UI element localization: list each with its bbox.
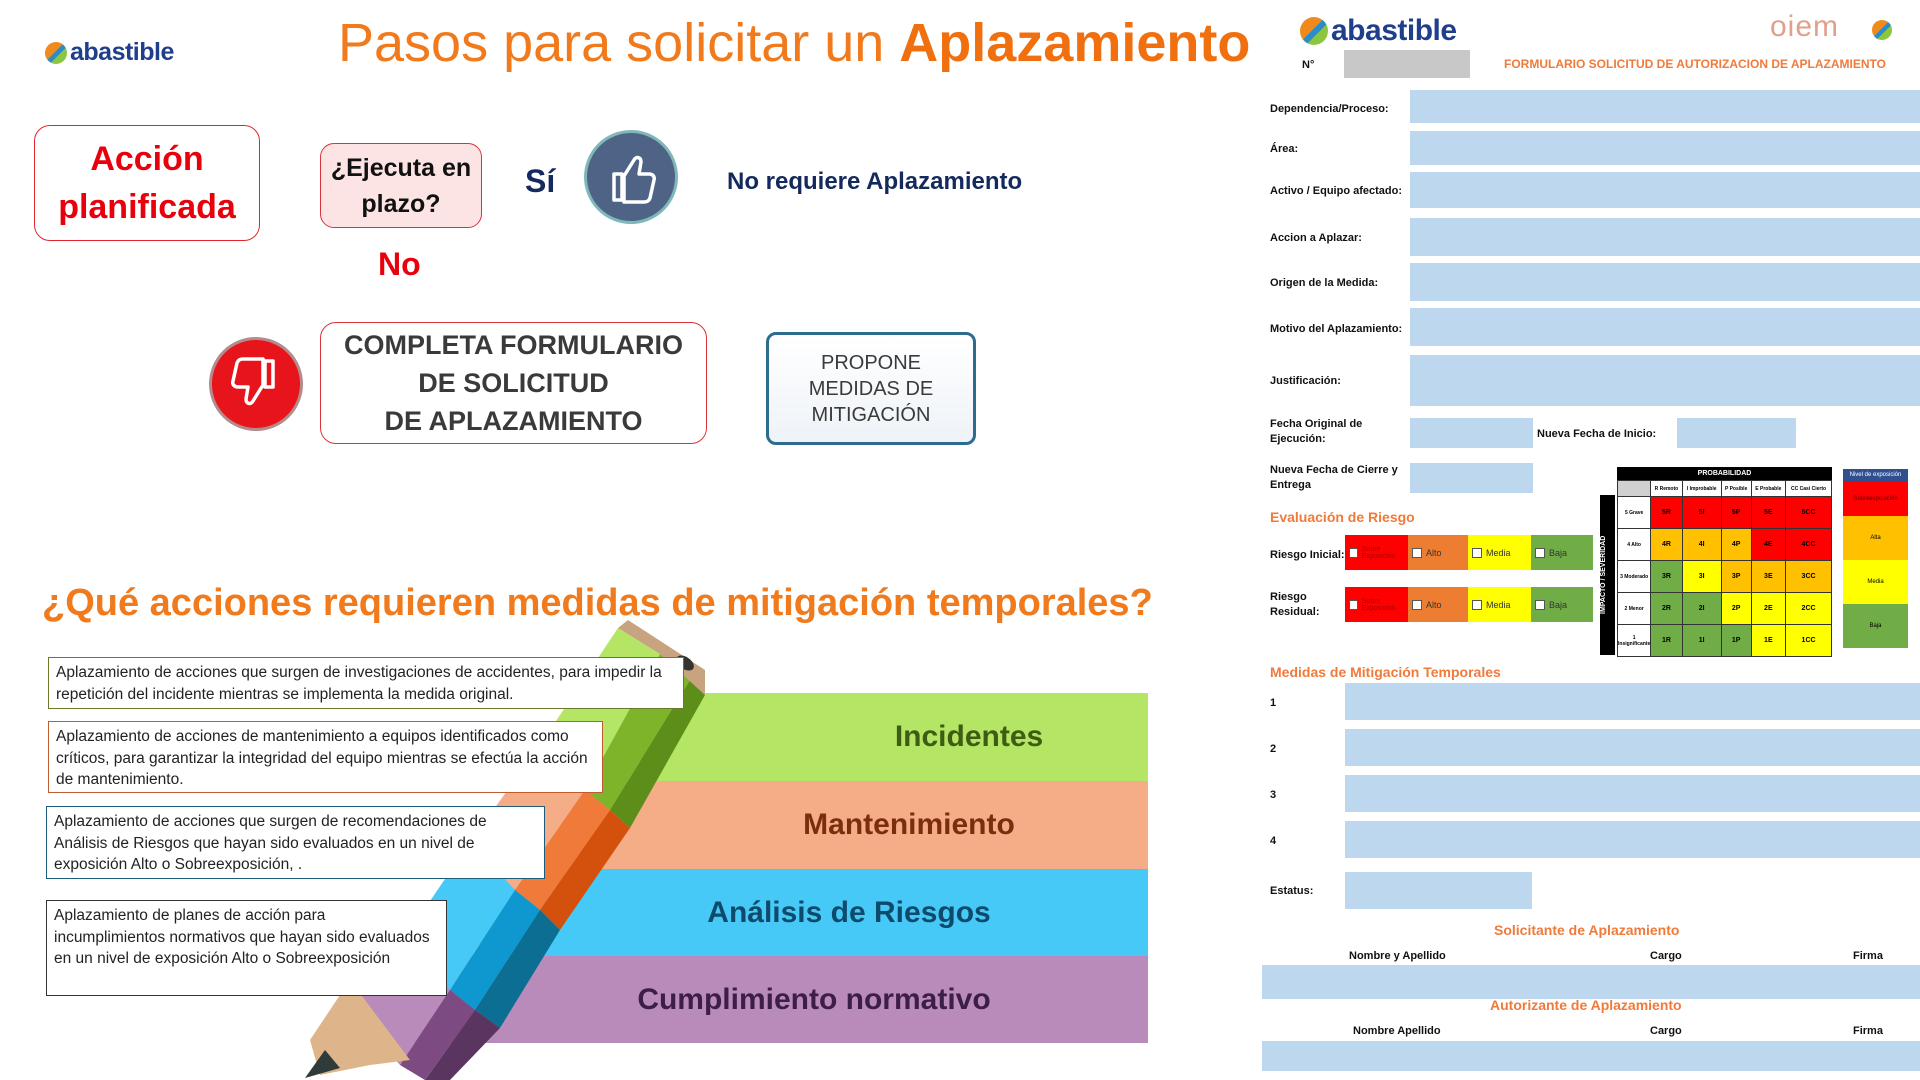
- solicitante-nombre-header: Nombre y Apellido: [1349, 950, 1446, 962]
- activo-label: Activo / Equipo afectado:: [1270, 185, 1403, 197]
- checkbox[interactable]: [1535, 548, 1545, 558]
- ejecuta-en-plazo-box: ¿Ejecuta en plazo?: [320, 143, 482, 228]
- checkbox[interactable]: [1472, 548, 1482, 558]
- band-cumplimiento-normativo: Cumplimiento normativo: [410, 956, 1148, 1043]
- area-field[interactable]: [1410, 131, 1920, 165]
- checkbox[interactable]: [1535, 600, 1545, 610]
- page-title: Pasos para solicitar un Aplazamiento: [338, 13, 1251, 73]
- checkbox[interactable]: [1349, 600, 1358, 610]
- band-mantenimiento: Mantenimiento: [560, 781, 1148, 869]
- no-label: No: [378, 246, 421, 282]
- oiem-logo: oiem: [1770, 10, 1840, 43]
- form-abastible-logo: abastible: [1300, 14, 1457, 48]
- checkbox[interactable]: [1349, 548, 1358, 558]
- riesgo-inicial-baja[interactable]: Baja: [1531, 535, 1593, 570]
- form-title: FORMULARIO SOLICITUD DE AUTORIZACION DE APLAZAMIENTO: [1504, 57, 1886, 71]
- activo-field[interactable]: [1410, 172, 1920, 208]
- checkbox[interactable]: [1472, 600, 1482, 610]
- riesgo-residual-options: [1345, 587, 1593, 622]
- nueva-fecha-inicio-field[interactable]: [1677, 418, 1796, 448]
- fecha-original-label: Fecha Original de Ejecución:: [1270, 418, 1363, 445]
- description-cumplimiento: Aplazamiento de planes de acción para incumplimientos normativos que hayan sido evaluados en un nivel de exposición Alto o Sobreexposición: [46, 900, 447, 996]
- medida-4-field[interactable]: [1345, 821, 1920, 858]
- riesgo-residual-media[interactable]: Media: [1468, 587, 1531, 622]
- checkbox[interactable]: [1412, 548, 1422, 558]
- medida-2-field[interactable]: [1345, 729, 1920, 766]
- fecha-original-field[interactable]: [1410, 418, 1533, 448]
- dependencia-field[interactable]: [1410, 90, 1920, 123]
- medida-3-field[interactable]: [1345, 775, 1920, 812]
- dependencia-label: Dependencia/Proceso:: [1270, 103, 1389, 115]
- matrix-header: PROBABILIDAD: [1617, 467, 1832, 480]
- justificacion-label: Justificación:: [1270, 375, 1341, 387]
- accion-aplazar-label: Accion a Aplazar:: [1270, 232, 1362, 244]
- autorizante-firma-header: Firma: [1853, 1025, 1883, 1037]
- number-label: N°: [1302, 59, 1315, 71]
- abastible-logo-icon: [1300, 17, 1328, 45]
- si-label: Sí: [525, 163, 556, 199]
- abastible-logo: abastible: [45, 38, 174, 67]
- medida-4-label: 4: [1270, 835, 1277, 847]
- medida-1-field[interactable]: [1345, 683, 1920, 720]
- estatus-field[interactable]: [1345, 872, 1532, 909]
- autorizante-cargo-header: Cargo: [1650, 1025, 1682, 1037]
- autorizante-title: Autorizante de Aplazamiento: [1490, 997, 1682, 1013]
- no-requiere-aplazamiento-label: No requiere Aplazamiento: [727, 168, 1023, 195]
- nueva-fecha-cierre-field[interactable]: [1410, 463, 1533, 493]
- description-mantenimiento: Aplazamiento de acciones de mantenimiento a equipos identificados como críticos, para garantizar la integridad del equipo mientras se efectúa la acción de mantenimiento.: [48, 721, 603, 793]
- solicitante-cargo-header: Cargo: [1650, 950, 1682, 962]
- origen-medida-field[interactable]: [1410, 263, 1920, 301]
- riesgo-inicial-media[interactable]: Media: [1468, 535, 1531, 570]
- thumbs-down-icon: [209, 337, 303, 431]
- motivo-label: Motivo del Aplazamiento:: [1270, 323, 1403, 335]
- band-incidentes: Incidentes: [640, 693, 1148, 781]
- riesgo-inicial-alto[interactable]: Alto: [1408, 535, 1468, 570]
- section-title: ¿Qué acciones requieren medidas de mitigación temporales?: [42, 582, 1153, 624]
- riesgo-residual-label: Riesgo Residual:: [1270, 591, 1320, 618]
- riesgo-inicial-sobreexposicion[interactable]: Sobre Exposición: [1345, 535, 1408, 570]
- exposure-legend: Nivel de exposición Sobreexposición Alta Media Baja: [1843, 469, 1908, 648]
- accion-planificada-box: Acción planificada: [34, 125, 260, 241]
- medida-1-label: 1: [1270, 697, 1277, 709]
- medidas-title: Medidas de Mitigación Temporales: [1270, 664, 1501, 680]
- solicitante-firma-header: Firma: [1853, 950, 1883, 962]
- riesgo-residual-sobreexposicion[interactable]: Sobre Exposición: [1345, 587, 1408, 622]
- evaluacion-riesgo-title: Evaluación de Riesgo: [1270, 509, 1415, 525]
- solicitante-title: Solicitante de Aplazamiento: [1494, 922, 1680, 938]
- oiem-mark-icon: [1872, 20, 1892, 40]
- motivo-field[interactable]: [1410, 308, 1920, 346]
- completa-formulario-box: COMPLETA FORMULARIO DE SOLICITUD DE APLAZAMIENTO: [320, 322, 707, 444]
- riesgo-inicial-label: Riesgo Inicial:: [1270, 549, 1345, 561]
- risk-matrix: R Remoto I Improbable P Posible E Probable CC Casi Cierto 5 Grave 5R 5I 5P 5E 5CC 4 Alto 4R 4I 4P 4E 4CC 3 Moderado 3R 3I 3P 3E 3CC 2 Menor 2R 2I 2P 2E 2CC 1 Insignificante 1R 1I 1P 1E 1CC: [1617, 480, 1832, 657]
- description-incidentes: Aplazamiento de acciones que surgen de investigaciones de accidentes, para impedir la repetición del incidente mientras se implementa la medida original.: [48, 657, 684, 709]
- accion-aplazar-field[interactable]: [1410, 218, 1920, 256]
- medida-3-label: 3: [1270, 789, 1277, 801]
- checkbox[interactable]: [1412, 600, 1422, 610]
- riesgo-residual-alto[interactable]: Alto: [1408, 587, 1468, 622]
- area-label: Área:: [1270, 143, 1299, 155]
- nueva-fecha-cierre-label: Nueva Fecha de Cierre y Entrega: [1270, 464, 1398, 491]
- estatus-label: Estatus:: [1270, 885, 1314, 897]
- thumbs-up-icon: [584, 130, 678, 224]
- justificacion-field[interactable]: [1410, 355, 1920, 406]
- band-analisis-riesgos: Análisis de Riesgos: [480, 869, 1148, 956]
- autorizante-nombre-header: Nombre Apellido: [1353, 1025, 1441, 1037]
- number-field[interactable]: [1344, 50, 1470, 78]
- propone-medidas-box: PROPONE MEDIDAS DE MITIGACIÓN: [766, 332, 976, 445]
- medida-2-label: 2: [1270, 743, 1277, 755]
- matrix-axis-label: IMPACTO / SEVERIDAD: [1600, 495, 1615, 655]
- abastible-logo-icon: [45, 42, 67, 64]
- riesgo-inicial-options: [1345, 535, 1593, 570]
- solicitante-field[interactable]: [1262, 965, 1920, 999]
- riesgo-residual-baja[interactable]: Baja: [1531, 587, 1593, 622]
- autorizante-field[interactable]: [1262, 1041, 1920, 1071]
- nueva-fecha-inicio-label: Nueva Fecha de Inicio:: [1537, 428, 1657, 440]
- origen-medida-label: Origen de la Medida:: [1270, 277, 1379, 289]
- description-analisis-riesgos: Aplazamiento de acciones que surgen de recomendaciones de Análisis de Riesgos que hayan sido evaluados en un nivel de exposición Alto o Sobreexposición, .: [46, 806, 545, 879]
